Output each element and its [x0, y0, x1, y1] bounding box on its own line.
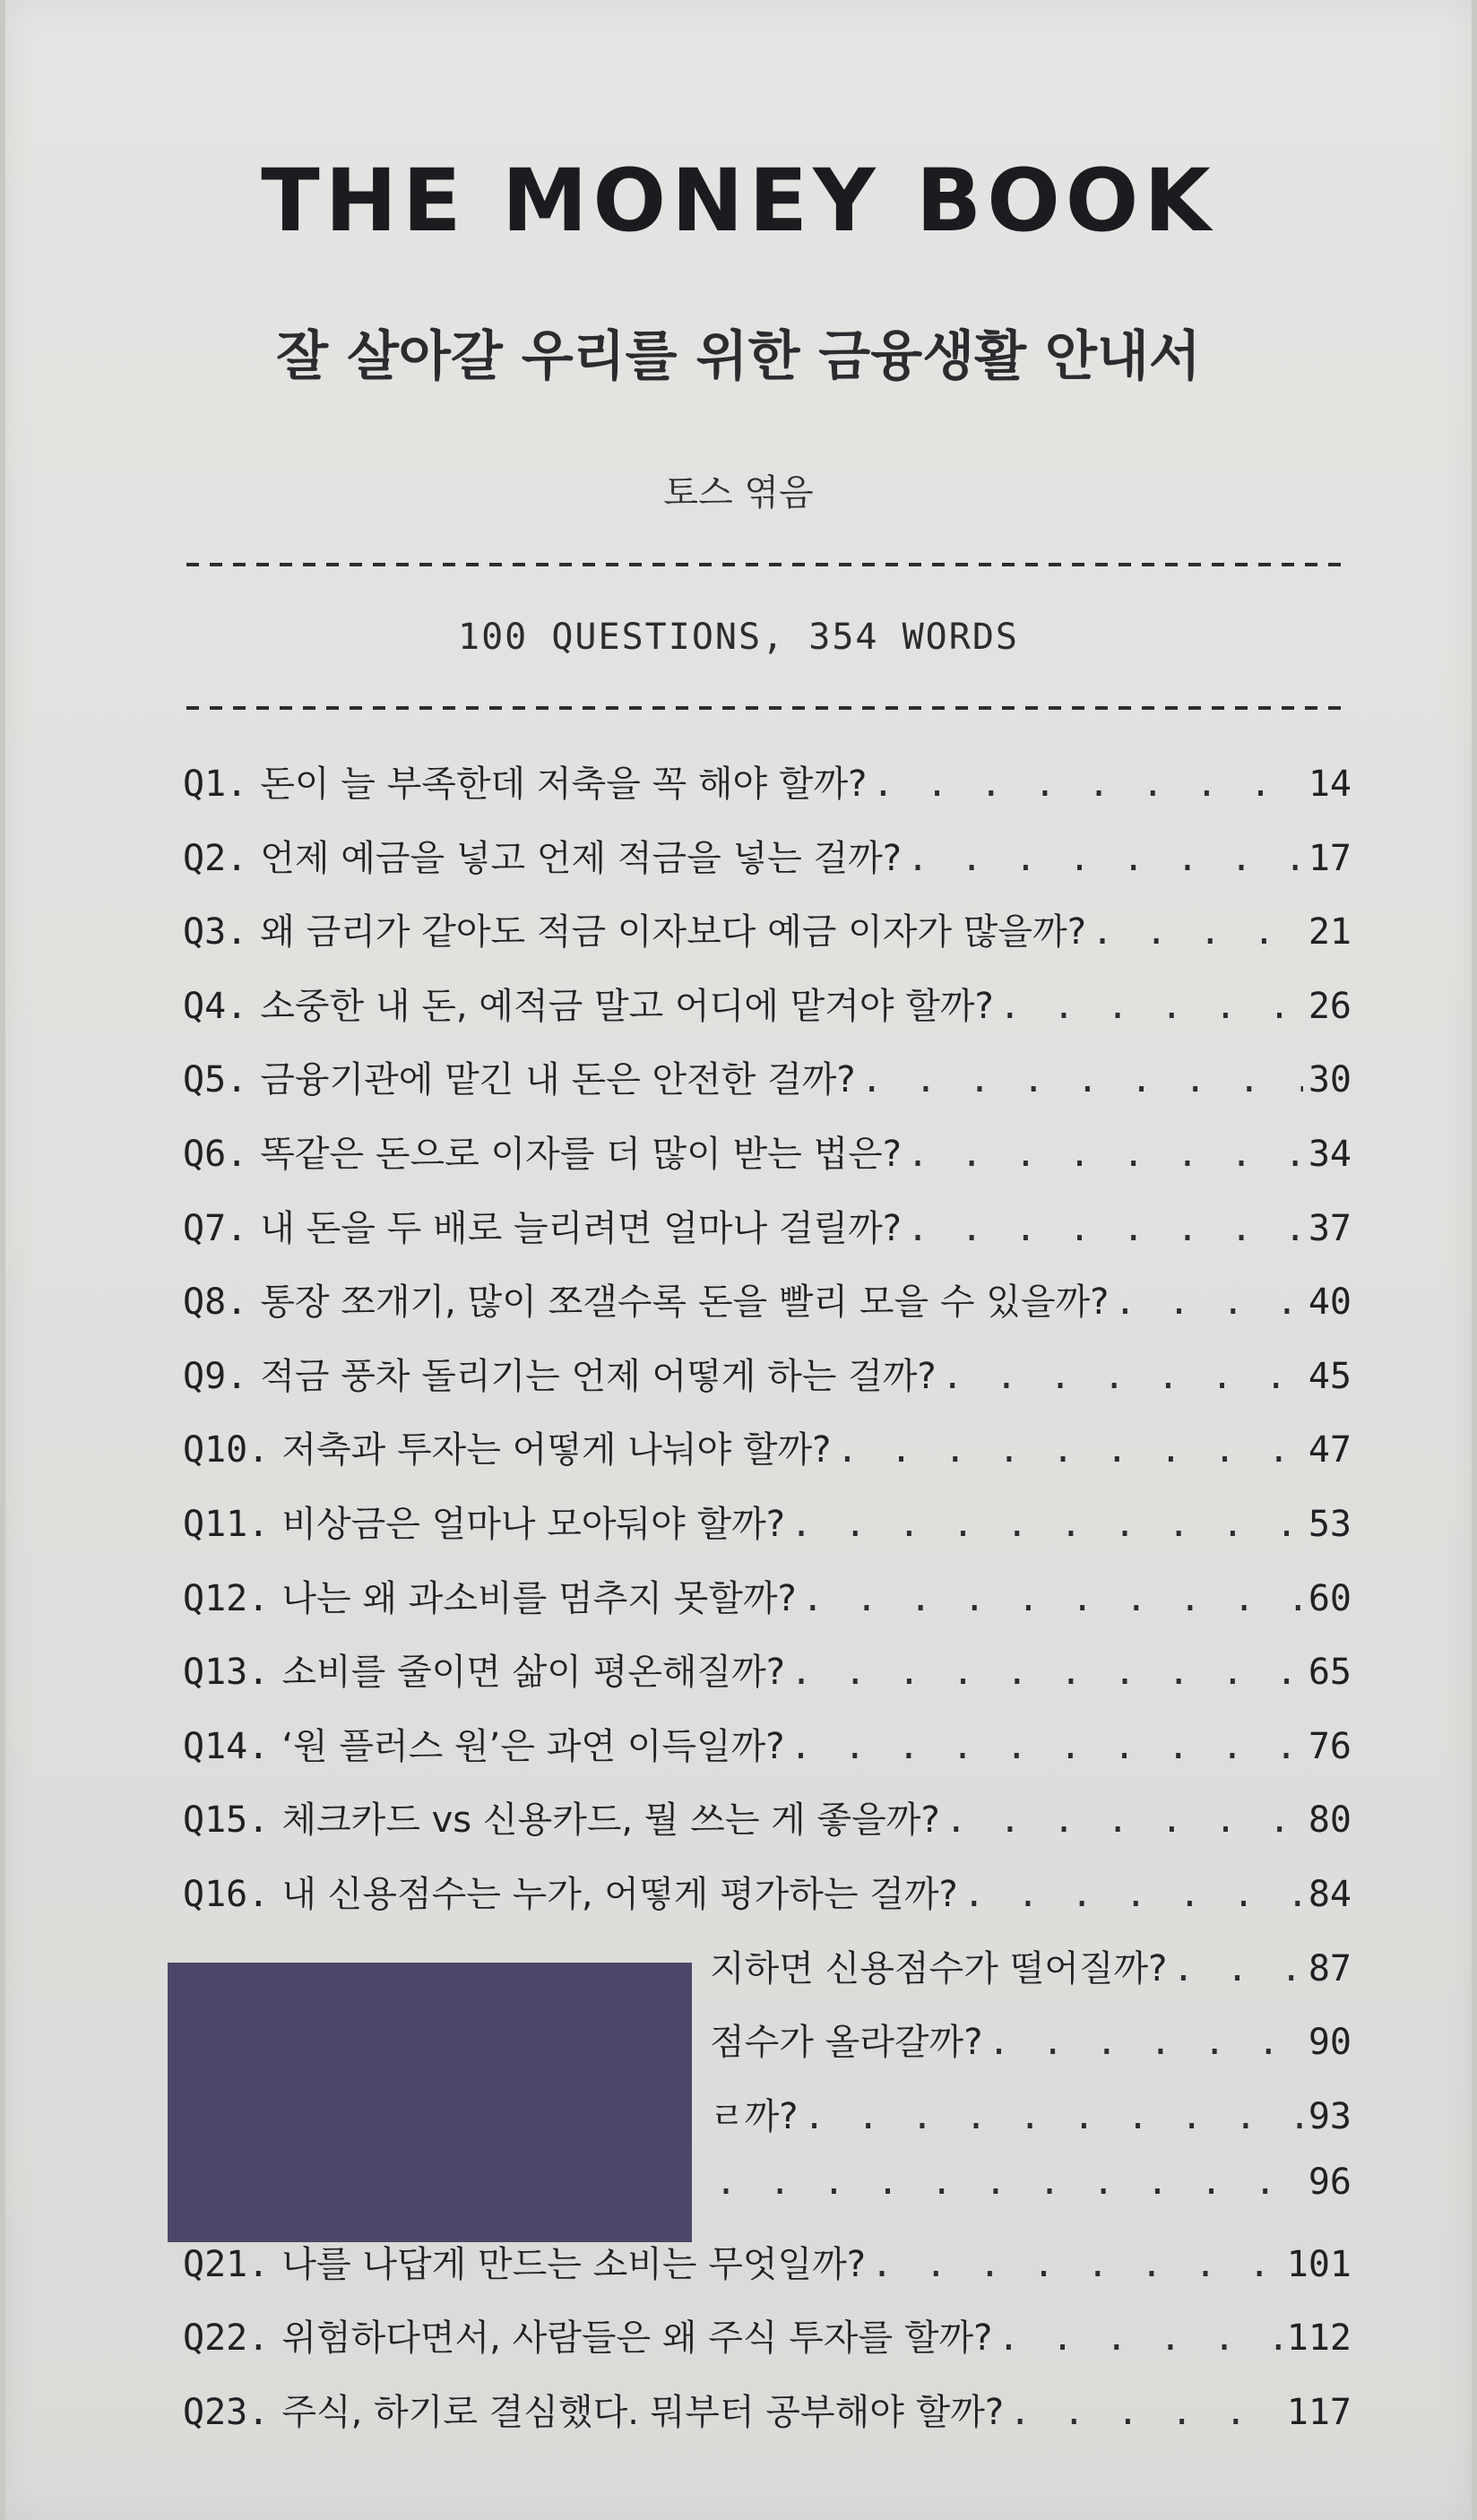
toc-question: 비상금은 얼마나 모아둬야 할까? — [281, 1503, 786, 1545]
toc-number: Q15. — [183, 1799, 270, 1842]
toc-number: Q22. — [183, 2317, 270, 2360]
toc-question: 언제 예금을 넣고 언제 적금을 넣는 걸까? — [260, 837, 903, 879]
toc-number: Q14. — [183, 1725, 270, 1767]
toc-leader-dots — [790, 1726, 1303, 1767]
toc-question: 적금 풍차 돌리기는 언제 어떻게 하는 걸까? — [260, 1355, 937, 1397]
toc-entry — [183, 830, 1352, 904]
toc-number: Q8. — [183, 1282, 248, 1324]
toc-leader-dots — [790, 1504, 1303, 1545]
toc-question: 금융기관에 맡긴 내 돈은 안전한 걸까? — [260, 1059, 856, 1101]
toc-leader-dots — [1009, 2392, 1282, 2433]
toc-page: 37 — [1308, 1207, 1352, 1249]
toc-question: 소중한 내 돈, 예적금 말고 어디에 맡겨야 할까? — [260, 985, 994, 1027]
toc-leader-dots — [988, 2022, 1302, 2063]
toc-number: Q10. — [183, 1429, 270, 1471]
toc-entry — [183, 1348, 1352, 1422]
toc-question: 주식, 하기로 결심했다. 뭐부터 공부해야 할까? — [281, 2392, 1005, 2434]
toc-leader-dots — [1092, 911, 1303, 953]
toc-entry — [183, 755, 1352, 830]
toc-leader-dots — [998, 2317, 1281, 2359]
toc-question: 돈이 늘 부족한데 저축을 꼭 해야 할까? — [260, 764, 868, 805]
book-subtitle: 잘 살아갈 우리를 위한 금융생활 안내서 — [276, 325, 1201, 388]
toc-page: 21 — [1308, 911, 1352, 954]
toc-question: 지하면 신용점수가 떨어질까? — [710, 1947, 1168, 1989]
toc-page: 30 — [1308, 1059, 1352, 1101]
toc-question: 점수가 올라갈까? — [710, 2022, 983, 2064]
toc-leader-dots — [907, 838, 1303, 879]
toc-page: 65 — [1308, 1652, 1352, 1694]
dashed-divider-bottom — [186, 706, 1350, 710]
toc-leader-dots — [836, 1429, 1302, 1471]
toc-page: 53 — [1308, 1503, 1352, 1545]
toc-entry — [183, 1496, 1352, 1570]
toc-question: 내 신용점수는 누가, 어떻게 평가하는 걸까? — [281, 1873, 958, 1915]
toc-entry — [183, 903, 1352, 978]
toc-question: ‘원 플러스 원’은 과연 이득일까? — [281, 1725, 785, 1767]
toc-entry — [183, 1126, 1352, 1200]
toc-question: 통장 쪼개기, 많이 쪼갤수록 돈을 빨리 모을 수 있을까? — [260, 1282, 1110, 1324]
toc-leader-dots — [804, 2096, 1303, 2137]
toc-entry — [183, 1200, 1352, 1274]
toc-entry — [183, 2384, 1352, 2458]
toc-question: 내 돈을 두 배로 늘리려면 얼마나 걸릴까? — [260, 1207, 903, 1249]
toc-entry — [183, 1644, 1352, 1718]
toc-leader-dots — [872, 764, 1302, 805]
toc-page: 117 — [1286, 2392, 1352, 2434]
toc-page: 60 — [1308, 1577, 1352, 1619]
toc-leader-dots — [963, 1874, 1303, 1915]
toc-leader-dots — [790, 1652, 1303, 1693]
toc-number: Q13. — [183, 1652, 270, 1694]
toc-page: 96 — [1308, 2162, 1352, 2204]
toc-page: 17 — [1308, 837, 1352, 879]
toc-question: 소비를 줄이면 삶이 평온해질까? — [281, 1652, 786, 1694]
toc-entry — [183, 1718, 1352, 1792]
toc-question: 저축과 투자는 어떻게 나눠야 할까? — [281, 1429, 832, 1471]
toc-page: 26 — [1308, 985, 1352, 1027]
toc-leader-dots — [999, 986, 1303, 1027]
toc-entry — [183, 1273, 1352, 1348]
toc-question: 나는 왜 과소비를 멈추지 못할까? — [281, 1577, 797, 1619]
toc-leader-dots — [861, 1059, 1303, 1100]
toc-page: 45 — [1308, 1355, 1352, 1397]
toc-number: Q12. — [183, 1577, 270, 1619]
dashed-divider-top — [186, 563, 1350, 566]
toc-question: 위험하다면서, 사람들은 왜 주식 투자를 할까? — [281, 2317, 993, 2360]
book-title: THE MONEY BOOK — [261, 151, 1216, 251]
toc-question: ㄹ까? — [710, 2095, 799, 2137]
toc-page: 40 — [1308, 1282, 1352, 1324]
toc-leader-dots — [802, 1578, 1303, 1619]
toc-question: 왜 금리가 같아도 적금 이자보다 예금 이자가 많을까? — [260, 911, 1086, 954]
toc-entry — [183, 1791, 1352, 1866]
toc-number: Q5. — [183, 1059, 248, 1101]
toc-question: 나를 나답게 만드는 소비는 무엇일까? — [281, 2243, 867, 2285]
toc-number: Q2. — [183, 837, 248, 879]
toc-page: 14 — [1308, 764, 1352, 805]
toc-number: Q4. — [183, 985, 248, 1027]
toc-number: Q11. — [183, 1503, 270, 1545]
toc-number: Q21. — [183, 2243, 270, 2285]
book-editor: 토스 엮음 — [663, 472, 814, 513]
toc-page: 93 — [1308, 2095, 1352, 2137]
toc-entry — [183, 1570, 1352, 1644]
toc-leader-dots — [942, 1356, 1303, 1397]
toc-entry — [183, 978, 1352, 1052]
toc-leader-dots — [907, 1208, 1303, 1249]
redaction-sticker — [168, 1963, 692, 2242]
toc-number: Q9. — [183, 1355, 248, 1397]
toc-page: 112 — [1286, 2317, 1352, 2360]
toc-number: Q23. — [183, 2392, 270, 2434]
toc-page: 47 — [1308, 1429, 1352, 1471]
toc-number: Q6. — [183, 1133, 248, 1175]
toc-leader-dots — [871, 2244, 1282, 2285]
toc-page: 84 — [1308, 1873, 1352, 1915]
toc-leader-dots — [715, 2162, 1303, 2203]
toc-number: Q3. — [183, 911, 248, 954]
toc-leader-dots — [946, 1799, 1303, 1841]
toc-leader-dots — [907, 1134, 1303, 1175]
toc-page: 34 — [1308, 1133, 1352, 1175]
question-word-count: 100 QUESTIONS, 354 WORDS — [458, 617, 1019, 658]
toc-page: 101 — [1286, 2243, 1352, 2285]
toc-question: 똑같은 돈으로 이자를 더 많이 받는 법은? — [260, 1133, 903, 1175]
toc-entry — [183, 1866, 1352, 1940]
toc-number: Q7. — [183, 1207, 248, 1249]
toc-entry — [183, 2309, 1352, 2384]
toc-number: Q1. — [183, 764, 248, 805]
toc-page: 90 — [1308, 2022, 1352, 2064]
toc-question: 체크카드 vs 신용카드, 뭘 쓰는 게 좋을까? — [281, 1799, 940, 1842]
toc-leader-dots — [1172, 1948, 1302, 1989]
toc-entry — [183, 1051, 1352, 1126]
toc-entry — [183, 1421, 1352, 1496]
toc-page: 76 — [1308, 1725, 1352, 1767]
toc-page: 87 — [1308, 1947, 1352, 1989]
toc-entry — [183, 2236, 1352, 2310]
toc-leader-dots — [1114, 1282, 1302, 1323]
toc-page: 80 — [1308, 1799, 1352, 1842]
toc-number: Q16. — [183, 1873, 270, 1915]
